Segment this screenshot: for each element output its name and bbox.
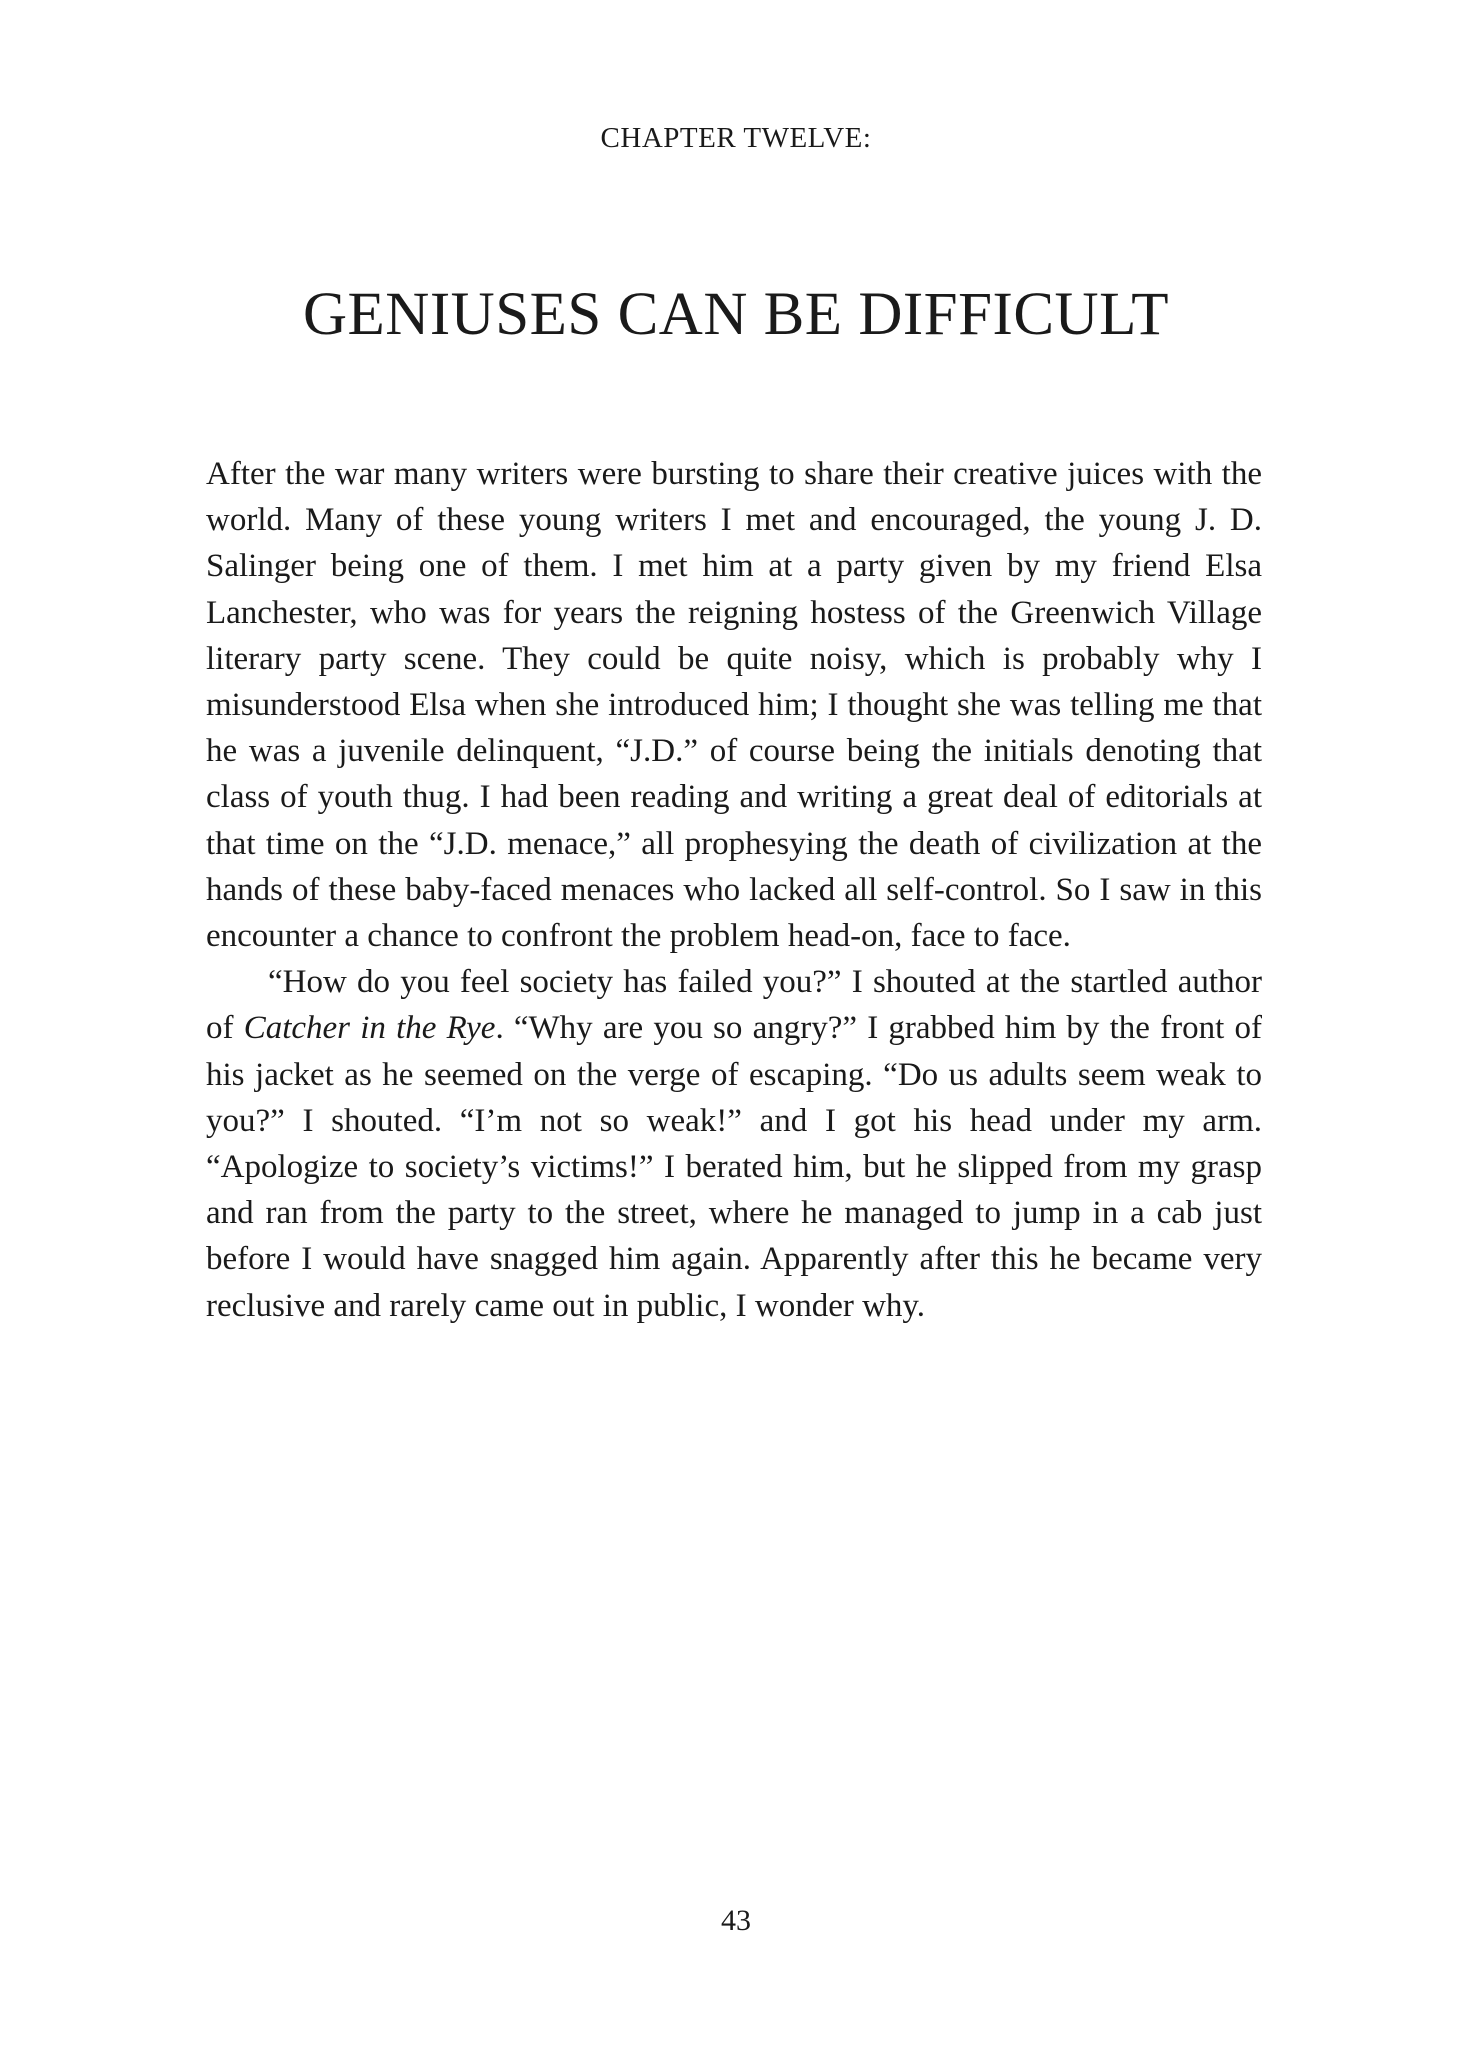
body-text xyxy=(206,451,1262,1329)
paragraph-2 xyxy=(206,959,1262,1329)
page-number: 43 xyxy=(721,1904,751,1937)
chapter-label: CHAPTER TWELVE: xyxy=(600,122,872,154)
paragraph-1: After the war many writers were bursting to share their creative juices with the world. Many of these young writers I met and encouraged, the young J. D. Salinger being one of them. I met him at a party given by my friend Elsa Lanchester, who was for years the reigning hostess of the Greenwich Village literary party scene. They could be quite noisy, which is probably why I misunderstood Elsa when she introduced him; I thought she was telling me that he was a juvenile delinquent, “J.D.” of course being the initials denoting that class of youth thug. I had been reading and writing a great deal of editorials at that time on the “J.D. menace,” all prophesying the death of civilization at the hands of these baby-faced menaces who lacked all self-control. So I saw in this encounter a chance to confront the problem head-on, face to face. xyxy=(206,456,1262,955)
chapter-title: GENIUSES CAN BE DIFFICULT xyxy=(302,281,1170,348)
paragraph-2-end: . “Why are you so angry?” I grabbed him by the front of his jacket as he seemed on the verge of escaping. “Do us adults seem weak to you?” I shouted. “I’m not so weak!” and I got his head under my arm. “Apologize to society’s victims!” I berated him, but he slipped from my grasp and ran from the party to the street, where he managed to jump in a cab just before I would have snagged him again. Apparently after this he became very reclusive and rarely came out in public, I wonder why. xyxy=(206,1010,1262,1324)
paragraph-2-start: “How do you feel society has failed you?” I shouted at the startled author of xyxy=(206,964,1262,1047)
book-title: Catcher in the Rye xyxy=(243,1010,496,1047)
